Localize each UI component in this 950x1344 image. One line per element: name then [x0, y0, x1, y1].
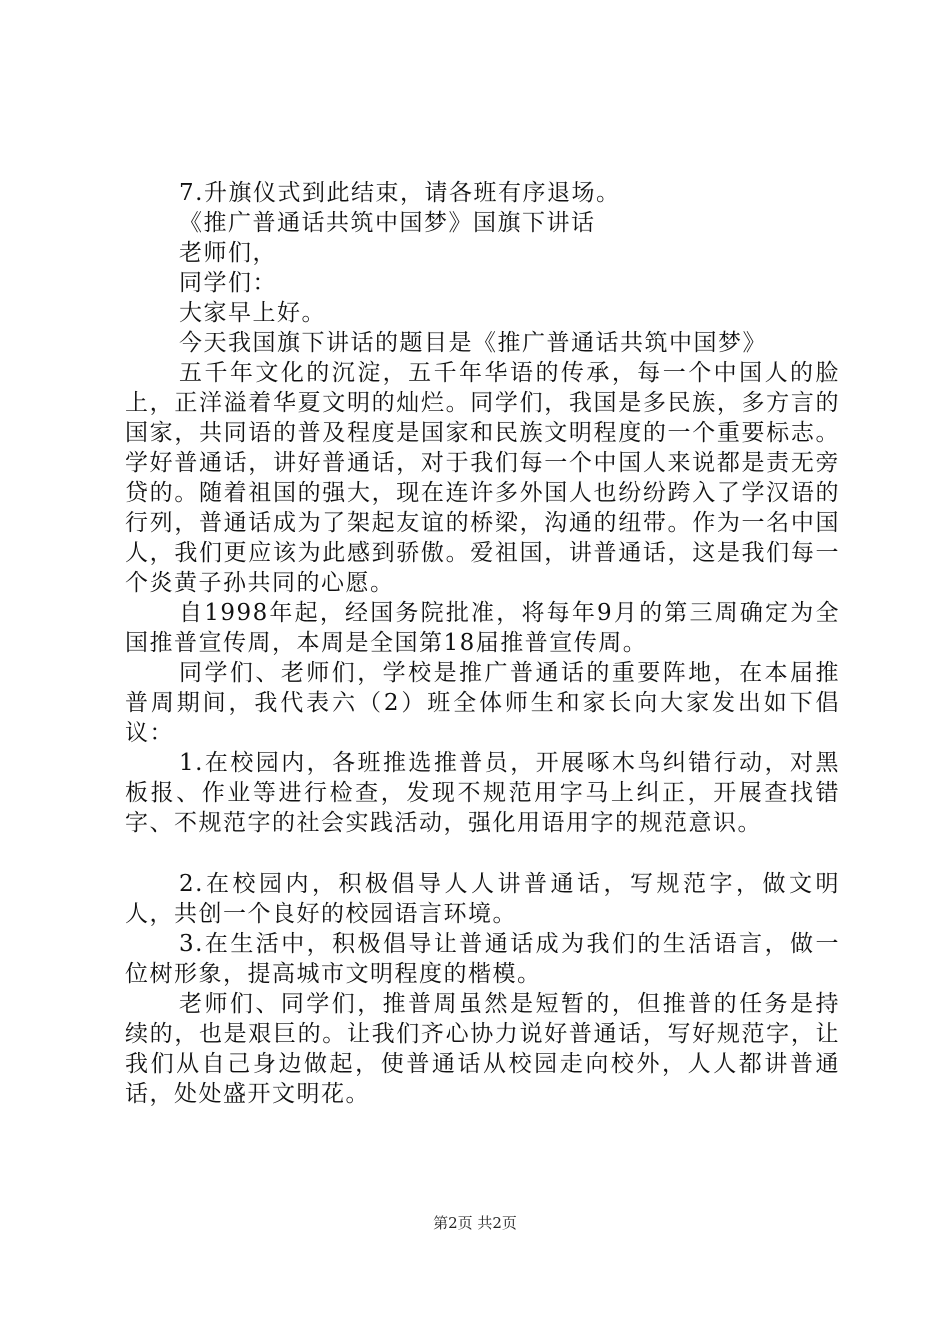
proposal-item-2: 2.在校园内，积极倡导人人讲普通话，写规范字，做文明人，共创一个良好的校园语言环境。 [125, 871, 840, 927]
page-footer [0, 1213, 950, 1233]
paragraph-proposal-intro: 同学们、老师们，学校是推广普通话的重要阵地，在本届推普周期间，我代表六（2）班全体师生和家长向大家发出如下倡议： [125, 660, 840, 746]
salutation-students: 同学们： [179, 270, 277, 296]
proposal-item-1: 1.在校园内，各班推选推普员，开展啄木鸟纠错行动，对黑板报、作业等进行检查，发现不规范用字马上纠正，开展查找错字、不规范字的社会实践活动，强化用语用字的规范意识。 [125, 750, 840, 836]
page-number-label: 第2页 共2页 [433, 1214, 517, 1232]
document-body [125, 178, 840, 1109]
speech-title: 《推广普通话共筑中国梦》国旗下讲话 [179, 210, 596, 236]
greeting: 大家早上好。 [179, 300, 326, 326]
paragraph-closing: 老师们、同学们，推普周虽然是短暂的，但推普的任务是持续的，也是艰巨的。让我们齐心协力说好普通话，写好规范字，让我们从自己身边做起，使普通话从校园走向校外，人人都讲普通话，处处盛开文明花。 [125, 991, 840, 1107]
paragraph-promotion-week: 自1998年起，经国务院批准，将每年9月的第三周确定为全国推普宣传周，本周是全国第18届推普宣传周。 [125, 600, 840, 656]
closing-line: 7.升旗仪式到此结束，请各班有序退场。 [179, 180, 621, 206]
paragraph-culture: 五千年文化的沉淀，五千年华语的传承，每一个中国人的脸上，正洋溢着华夏文明的灿烂。同学们，我国是多民族，多方言的国家，共同语的普及程度是国家和民族文明程度的一个重要标志。学好普通话，讲好普通话，对于我们每一个中国人来说都是责无旁贷的。随着祖国的强大，现在连许多外国人也纷纷跨入了学汉语的行列，普通话成为了架起友谊的桥梁，沟通的纽带。作为一名中国人，我们更应该为此感到骄傲。爱祖国，讲普通话，这是我们每一个炎黄子孙共同的心愿。 [125, 360, 840, 596]
blank-line [125, 838, 840, 869]
topic-line: 今天我国旗下讲话的题目是《推广普通话共筑中国梦》 [179, 330, 767, 356]
salutation-teachers: 老师们， [179, 240, 277, 266]
proposal-item-3: 3.在生活中，积极倡导让普通话成为我们的生活语言，做一位树形象，提高城市文明程度的楷模。 [125, 931, 840, 987]
